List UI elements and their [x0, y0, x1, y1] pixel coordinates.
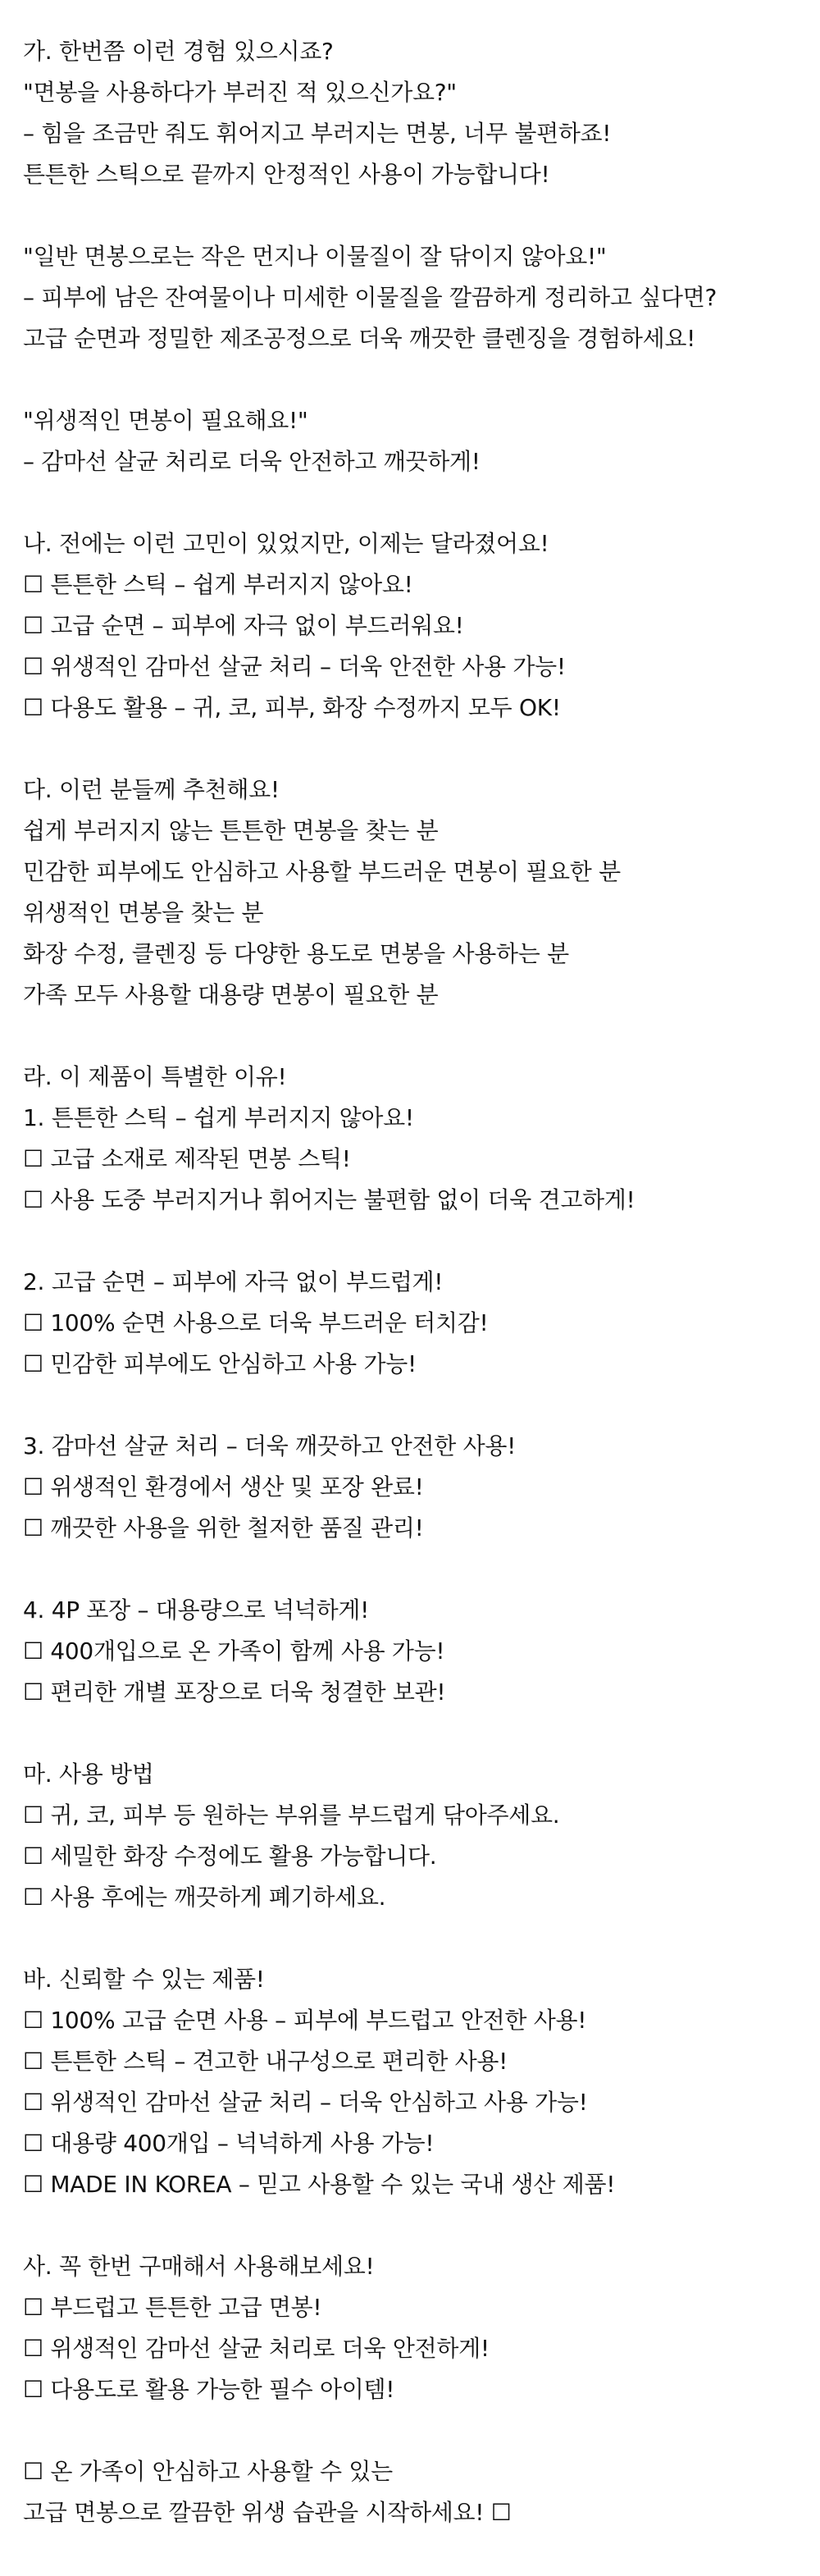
section-ma [23, 1754, 802, 1918]
text-line: 민감한 피부에도 안심하고 사용할 부드러운 면봉이 필요한 분 [23, 858, 621, 885]
heading-na: 나. 전에는 이런 고민이 있었지만, 이제는 달라졌어요! [23, 530, 549, 557]
checklist-item: ☐ MADE IN KOREA – 믿고 사용할 수 있는 국내 생산 제품! [23, 2171, 616, 2198]
checklist-item: ☐ 위생적인 감마선 살균 처리 – 더욱 안심하고 사용 가능! [23, 2089, 588, 2116]
spacer [23, 1713, 802, 1754]
text-line: "위생적인 면봉이 필요해요!" [23, 407, 308, 434]
section-ra-4 [23, 1590, 802, 1713]
product-description [23, 31, 802, 2533]
text-line: – 감마선 살균 처리로 더욱 안전하고 깨끗하게! [23, 448, 481, 475]
checklist-item: ☐ 편리한 개별 포장으로 더욱 청결한 보관! [23, 1679, 446, 1706]
heading-da: 다. 이런 분들께 추천해요! [23, 776, 280, 803]
subheading: 3. 감마선 살균 처리 – 더욱 깨끗하고 안전한 사용! [23, 1432, 517, 1459]
checklist-item: ☐ 튼튼한 스틱 – 견고한 내구성으로 편리한 사용! [23, 2048, 508, 2075]
section-closing [23, 2451, 802, 2533]
spacer [23, 2205, 802, 2246]
text-line: – 피부에 남은 잔여물이나 미세한 이물질을 깔끔하게 정리하고 싶다면? [23, 284, 718, 311]
text-line: 고급 순면과 정밀한 제조공정으로 더욱 깨끗한 클렌징을 경험하세요! [23, 325, 696, 352]
checklist-item: ☐ 위생적인 감마선 살균 처리로 더욱 안전하게! [23, 2335, 490, 2362]
text-line: – 힘을 조금만 줘도 휘어지고 부러지는 면봉, 너무 불편하죠! [23, 120, 612, 147]
checklist-item: ☐ 깨끗한 사용을 위한 철저한 품질 관리! [23, 1514, 424, 1541]
section-intro-dust [23, 236, 802, 359]
checklist-item: ☐ 귀, 코, 피부 등 원하는 부위를 부드럽게 닦아주세요. [23, 1802, 560, 1829]
closing-line: ☐ 온 가족이 안심하고 사용할 수 있는 [23, 2458, 393, 2485]
spacer [23, 359, 802, 400]
checklist-item: ☐ 부드럽고 튼튼한 고급 면봉! [23, 2294, 322, 2321]
subheading: 1. 튼튼한 스틱 – 쉽게 부러지지 않아요! [23, 1104, 414, 1131]
section-ra-3 [23, 1426, 802, 1549]
checklist-item: ☐ 고급 소재로 제작된 면봉 스틱! [23, 1145, 351, 1172]
closing-line: 고급 면봉으로 깔끔한 위생 습관을 시작하세요! ☐ [23, 2499, 512, 2526]
section-intro-hygiene [23, 400, 802, 482]
subheading: 2. 고급 순면 – 피부에 자극 없이 부드럽게! [23, 1268, 444, 1295]
section-sa [23, 2246, 802, 2410]
subheading: 4. 4P 포장 – 대용량으로 넉넉하게! [23, 1596, 370, 1624]
text-line: "일반 면봉으로는 작은 먼지나 이물질이 잘 닦이지 않아요!" [23, 243, 607, 270]
spacer [23, 1016, 802, 1057]
checklist-item: ☐ 대용량 400개입 – 넉넉하게 사용 가능! [23, 2130, 435, 2157]
text-line: 쉽게 부러지지 않는 튼튼한 면봉을 찾는 분 [23, 817, 439, 844]
checklist-item: ☐ 민감한 피부에도 안심하고 사용 가능! [23, 1350, 417, 1377]
checklist-item: ☐ 위생적인 환경에서 생산 및 포장 완료! [23, 1473, 424, 1500]
spacer [23, 1549, 802, 1590]
text-line: 위생적인 면봉을 찾는 분 [23, 899, 264, 926]
heading-ra: 라. 이 제품이 특별한 이유! [23, 1063, 287, 1090]
checklist-item: ☐ 다용도로 활용 가능한 필수 아이템! [23, 2376, 395, 2403]
checklist-item: ☐ 다용도 활용 – 귀, 코, 피부, 화장 수정까지 모두 OK! [23, 694, 561, 721]
spacer [23, 482, 802, 523]
spacer [23, 1221, 802, 1262]
section-da [23, 770, 802, 1016]
heading-ga: 가. 한번쯤 이런 경험 있으시죠? [23, 38, 334, 65]
checklist-item: ☐ 사용 도중 부러지거나 휘어지는 불편함 없이 더욱 견고하게! [23, 1186, 636, 1213]
checklist-item: ☐ 400개입으로 온 가족이 함께 사용 가능! [23, 1637, 445, 1665]
heading-ma: 마. 사용 방법 [23, 1761, 154, 1788]
text-line: "면봉을 사용하다가 부러진 적 있으신가요?" [23, 79, 457, 106]
heading-sa: 사. 꼭 한번 구매해서 사용해보세요! [23, 2253, 375, 2280]
heading-ba: 바. 신뢰할 수 있는 제품! [23, 1966, 265, 1993]
section-na [23, 523, 802, 728]
section-intro-broken [23, 31, 802, 195]
checklist-item: ☐ 세밀한 화장 수정에도 활용 가능합니다. [23, 1843, 437, 1870]
spacer [23, 2410, 802, 2451]
spacer [23, 1385, 802, 1426]
section-ba [23, 1959, 802, 2205]
checklist-item: ☐ 100% 순면 사용으로 더욱 부드러운 터치감! [23, 1309, 489, 1336]
checklist-item: ☐ 고급 순면 – 피부에 자극 없이 부드러워요! [23, 612, 464, 639]
section-ra-1 [23, 1057, 802, 1221]
section-ra-2 [23, 1262, 802, 1385]
checklist-item: ☐ 위생적인 감마선 살균 처리 – 더욱 안전한 사용 가능! [23, 653, 566, 680]
checklist-item: ☐ 튼튼한 스틱 – 쉽게 부러지지 않아요! [23, 571, 413, 598]
spacer [23, 728, 802, 770]
text-line: 가족 모두 사용할 대용량 면봉이 필요한 분 [23, 981, 439, 1008]
spacer [23, 195, 802, 236]
checklist-item: ☐ 사용 후에는 깨끗하게 폐기하세요. [23, 1884, 386, 1911]
text-line: 화장 수정, 클렌징 등 다양한 용도로 면봉을 사용하는 분 [23, 940, 569, 967]
checklist-item: ☐ 100% 고급 순면 사용 – 피부에 부드럽고 안전한 사용! [23, 2007, 587, 2034]
spacer [23, 1918, 802, 1959]
text-line: 튼튼한 스틱으로 끝까지 안정적인 사용이 가능합니다! [23, 161, 550, 188]
